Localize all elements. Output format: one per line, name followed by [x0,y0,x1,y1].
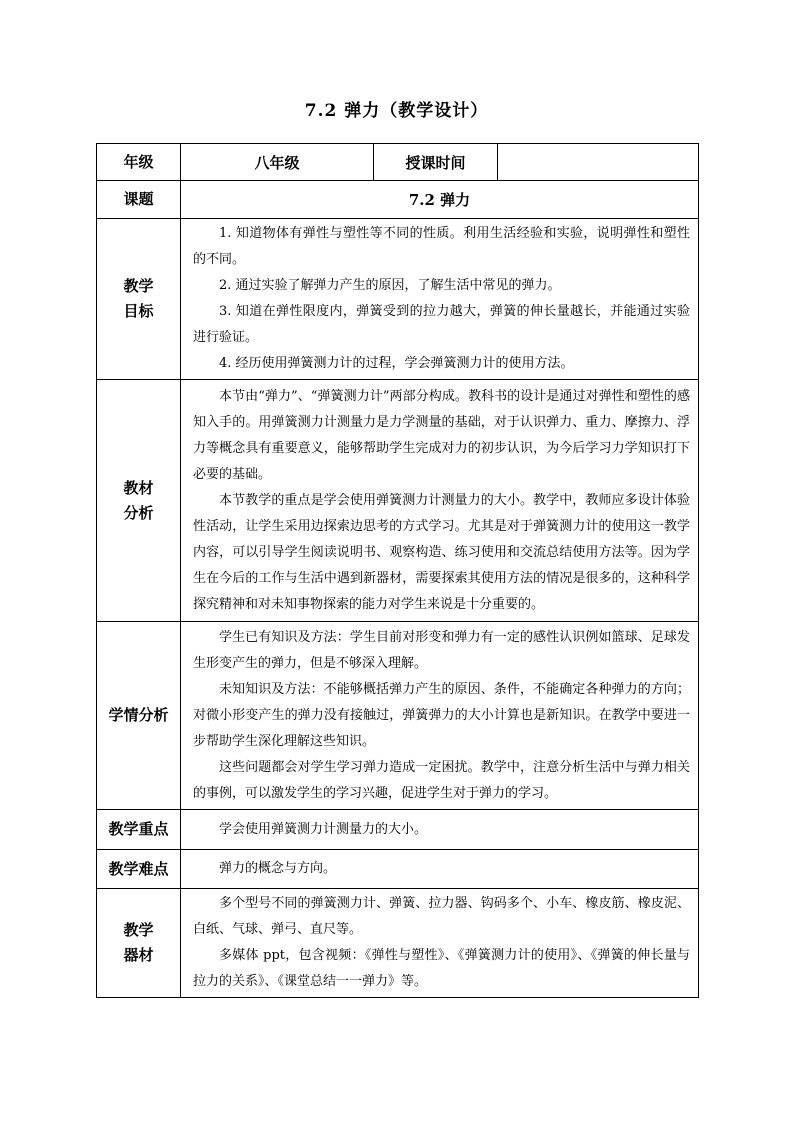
grade-value: 八年级 [181,144,374,181]
goal-item: 2. 通过实验了解弹力产生的原因，了解生活中常见的弹力。 [219,278,561,293]
goals-row [97,219,699,380]
material-paragraph: 本节由“弹力”、“弹簧测力计”两部分构成。教科书的设计是通过对弹性和塑性的感知入手的。用弹簧测力计测量力是力学测量的基础，对于认识弹力、重力、摩擦力、浮力等概念具有重要意义，能够帮助学生完成对力的初步认识，为今后学习力学知识打下必要的基础。 [193,388,690,482]
material-content [181,380,699,622]
difficulty-label: 教学难点 [97,850,181,889]
material-paragraph: 本节教学的重点是学会使用弹簧测力计测量力的大小。教学中，教师应多设计体验性活动，让学生采用边探索边思考的方式学习。尤其是对于弹簧测力计的使用这一教学内容，可以引导学生阅读说明书、观察构造、练习使用和交流总结使用方法等。因为学生在今后的工作与生活中遇到新器材，需要探索其使用方法的情况是很多的，这种科学探究精神和对未知事物探索的能力对学生来说是十分重要的。 [193,492,690,612]
key-point-content [181,810,699,850]
topic-label: 课题 [97,181,181,219]
goals-label-line1: 教学 [123,277,154,295]
time-value [498,144,699,181]
topic-row [97,181,699,219]
grade-label: 年级 [97,144,181,181]
lesson-plan-table [96,143,699,998]
equipment-label [97,889,181,998]
equipment-label-line1: 教学 [123,921,154,939]
goals-label-line2: 目标 [123,302,154,320]
goal-item: 3. 知道在弹性限度内，弹簧受到的拉力越大，弹簧的伸长量越长，并能通过实验进行验证。 [193,304,690,345]
equipment-row [97,889,699,998]
students-row [97,622,699,810]
students-label: 学情分析 [97,622,181,810]
material-label-line1: 教材 [123,478,154,497]
difficulty-row [97,850,699,889]
goal-item: 4. 经历使用弹簧测力计的过程，学会弹簧测力计的使用方法。 [219,356,574,371]
material-label-line2: 分析 [123,503,154,522]
key-point-row [97,810,699,850]
students-paragraph: 这些问题都会对学生学习弹力造成一定困扰。教学中，注意分析生活中与弹力相关的事例，可以激发学生的学习兴趣，促进学生对于弹力的学习。 [193,759,690,801]
header-row [97,144,699,181]
equipment-label-line2: 器材 [123,946,154,964]
goals-label [97,219,181,380]
key-point-text: 学会使用弹簧测力计测量力的大小。 [219,821,428,837]
page-title: 7.2 弹力（教学设计） [304,101,489,121]
equipment-paragraph: 多媒体 ppt，包含视频：《弹性与塑性》、《弹簧测力计的使用》、《弹簧的伸长量与拉力的关系》、《课堂总结一一弹力》等。 [193,948,690,989]
students-content [181,622,699,810]
difficulty-text: 弹力的概念与方向。 [219,861,337,876]
topic-value: 7.2 弹力 [181,181,699,219]
goal-item: 1. 知道物体有弹性与塑性等不同的性质。利用生活经验和实验，说明弹性和塑性的不同。 [193,226,690,267]
difficulty-content [181,850,699,889]
material-label [97,380,181,622]
key-point-label: 教学重点 [97,810,181,850]
material-row [97,380,699,622]
students-paragraph: 学生已有知识及方法：学生目前对形变和弹力有一定的感性认识例如篮球、足球发生形变产生的弹力，但是不够深入理解。 [193,629,690,671]
equipment-content [181,889,699,998]
students-paragraph: 未知知识及方法：不能够概括弹力产生的原因、条件，不能确定各种弹力的方向；对微小形变产生的弹力没有接触过，弹簧弹力的大小计算也是新知识。在教学中要进一步帮助学生深化理解这些知识。 [193,681,690,749]
equipment-paragraph: 多个型号不同的弹簧测力计、弹簧、拉力器、钩码多个、小车、橡皮筋、橡皮泥、白纸、气球、弹弓、直尺等。 [193,896,690,937]
goals-content [181,219,699,380]
time-label: 授课时间 [374,144,498,181]
